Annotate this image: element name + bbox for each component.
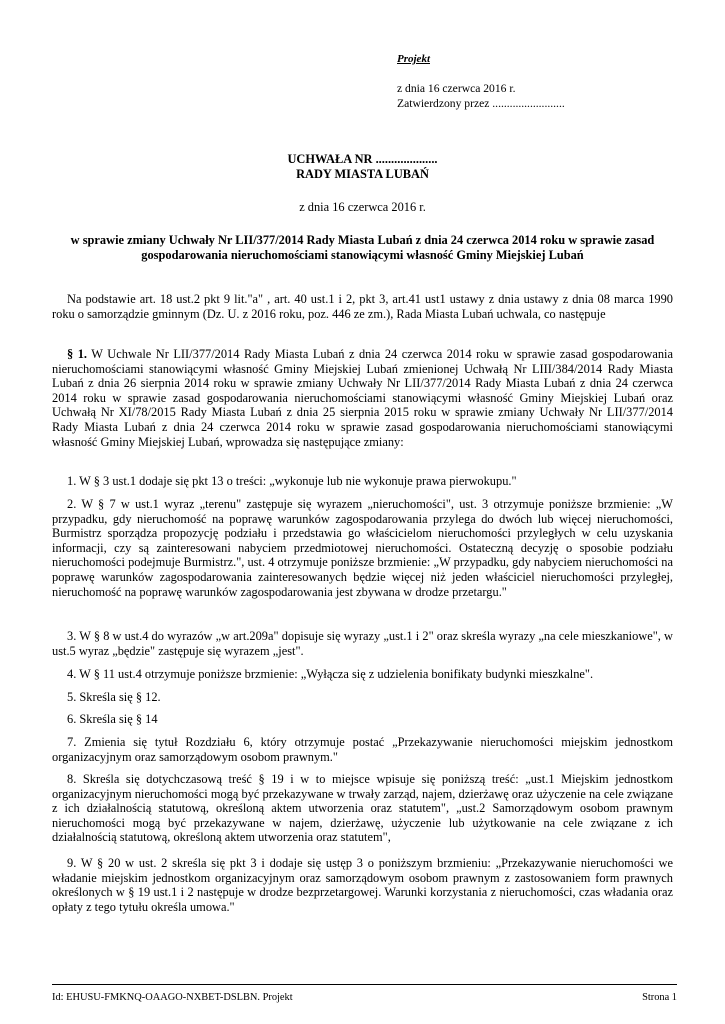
section-1-label: § 1. — [67, 347, 87, 361]
item-8: 8. Skreśla się dotychczasową treść § 19 i w to miejsce wpisuje się poniższą treść: „ust.1 Miejskim jednostkom organizacyjnym nieruchomości mogą być przekazywane w trwały zarząd, najem, dzierżawę oraz użyczenie na cele związane z ich działalnością statutową, określoną aktem utworzenia oraz statutem", „ust.2 Samorządowym osobom prawnym nieruchomości mogą być przekazywane w najem, dzierżawę, użyczenie lub użytkowanie na cele związane z ich działalnością statutową, określoną aktem utworzenia oraz statutem", — [52, 772, 673, 845]
header-approved: Zatwierdzony przez ......................... — [397, 97, 565, 110]
item-1: 1. W § 3 ust.1 dodaje się pkt 13 o treści: „wykonuje lub nie wykonuje prawa pierwokupu." — [67, 474, 517, 488]
item-6: 6. Skreśla się § 14 — [67, 712, 158, 726]
resolution-date: z dnia 16 czerwca 2016 r. — [299, 200, 426, 214]
item-9: 9. W § 20 w ust. 2 skreśla się pkt 3 i dodaje się ustęp 3 o poniższym brzmieniu: „Przekazywanie nieruchomości we władanie miejskim jednostkom organizacyjnym oraz samorządowym osobom prawnym z zastosowaniem form prawnych określonych w § 19 ust.1 i 2 następuje w drodze bezprzetargowej. Warunki korzystania z nieruchomości, czas władania oraz opłaty z tego tytułu określa umowa." — [52, 856, 673, 914]
item-7: 7. Zmienia się tytuł Rozdziału 6, który otrzymuje postać „Przekazywanie nieruchomości miejskim jednostkom organizacyjnym oraz samorządowym osobom prawnym." — [52, 735, 673, 764]
footer-divider — [52, 984, 677, 985]
resolution-subject: w sprawie zmiany Uchwały Nr LII/377/2014 Rady Miasta Lubań z dnia 24 czerwca 2014 roku w sprawie zasad gospodarowania nieruchomościami stanowiącymi własność Gminy Miejskiej Lubań — [70, 233, 655, 262]
section-1-text: W Uchwale Nr LII/377/2014 Rady Miasta Lubań z dnia 24 czerwca 2014 roku w sprawie zasad gospodarowania nieruchomościami stanowiącymi własność Gminy Miejskiej Lubań zmienionej Uchwałą Nr LIII/384/2014 Rady Miasta Lubań z dnia 26 sierpnia 2014 roku w sprawie zmiany Uchwały Nr LII/377/2014 Rady Miasta Lubań z dnia 24 czerwca 2014 roku w sprawie zasad gospodarowania nieruchomościami stanowiącymi własność Gminy Miejskiej Lubań oraz Uchwałą Nr XI/78/2015 Rady Miasta Lubań z dnia 25 sierpnia 2015 roku w sprawie zmiany Uchwały Nr LII/377/2014 Rady Miasta Lubań z dnia 24 czerwca 2014 roku w sprawie zasad gospodarowania nieruchomościami stanowiącymi własność Gminy Miejskiej Lubań, wprowadza się następujące zmiany: — [52, 347, 673, 449]
item-4: 4. W § 11 ust.4 otrzymuje poniższe brzmienie: „Wyłącza się z udzielenia bonifikaty budynki mieszkalne". — [67, 667, 594, 681]
project-label: Projekt — [397, 53, 430, 65]
council-name: RADY MIASTA LUBAŃ — [296, 167, 429, 181]
item-3: 3. W § 8 w ust.4 do wyrazów „w art.209a" dopisuje się wyrazy „ust.1 i 2" oraz skreśla wyrazy „na cele mieszkaniowe", w ust.5 wyraz „będzie" zastępuje się wyrazem „jest". — [52, 629, 673, 658]
section-1 — [52, 347, 673, 449]
preamble: Na podstawie art. 18 ust.2 pkt 9 lit."a" , art. 40 ust.1 i 2, pkt 3, art.41 ust1 ustawy z dnia ustawy z dnia 08 marca 1990 roku o samorządzie gminnym (Dz. U. z 2016 roku, poz. 446 ze zm.), Rada Miasta Lubań uchwala, co następuje — [52, 292, 673, 321]
footer-document-id: Id: EHUSU-FMKNQ-OAAGO-NXBET-DSLBN. Projekt — [52, 992, 293, 1003]
item-5: 5. Skreśla się § 12. — [67, 690, 161, 704]
header-date: z dnia 16 czerwca 2016 r. — [397, 82, 516, 95]
footer-page-number: Strona 1 — [642, 992, 677, 1003]
item-2: 2. W § 7 w ust.1 wyraz „terenu" zastępuje się wyrazem „nieruchomości", ust. 3 otrzymuje poniższe brzmienie: „W przypadku, gdy nieruchomość na poprawę warunków zagospodarowania przylega do dwóch lub więcej nieruchomości, Burmistrz sporządza propozycję podziału i przedstawia go właścicielom nieruchomości przyległych w celu uzyskania informacji, czy są zainteresowani nabyciem przedmiotowej nieruchomości. Ostateczną decyzję o sposobie podziału nieruchomości podejmuje Burmistrz.", ust. 4 otrzymuje poniższe brzmienie: „W przypadku, gdy nabyciem nieruchomości na poprawę warunków zagospodarowania zainteresowanych będzie więcej niż jeden właściciel nieruchomości przyległej, nieruchomość na poprawę warunków zagospodarowania jest zbywana w drodze przetargu." — [52, 497, 673, 599]
header-meta — [397, 81, 565, 111]
resolution-number: UCHWAŁA NR .................... — [287, 152, 438, 166]
